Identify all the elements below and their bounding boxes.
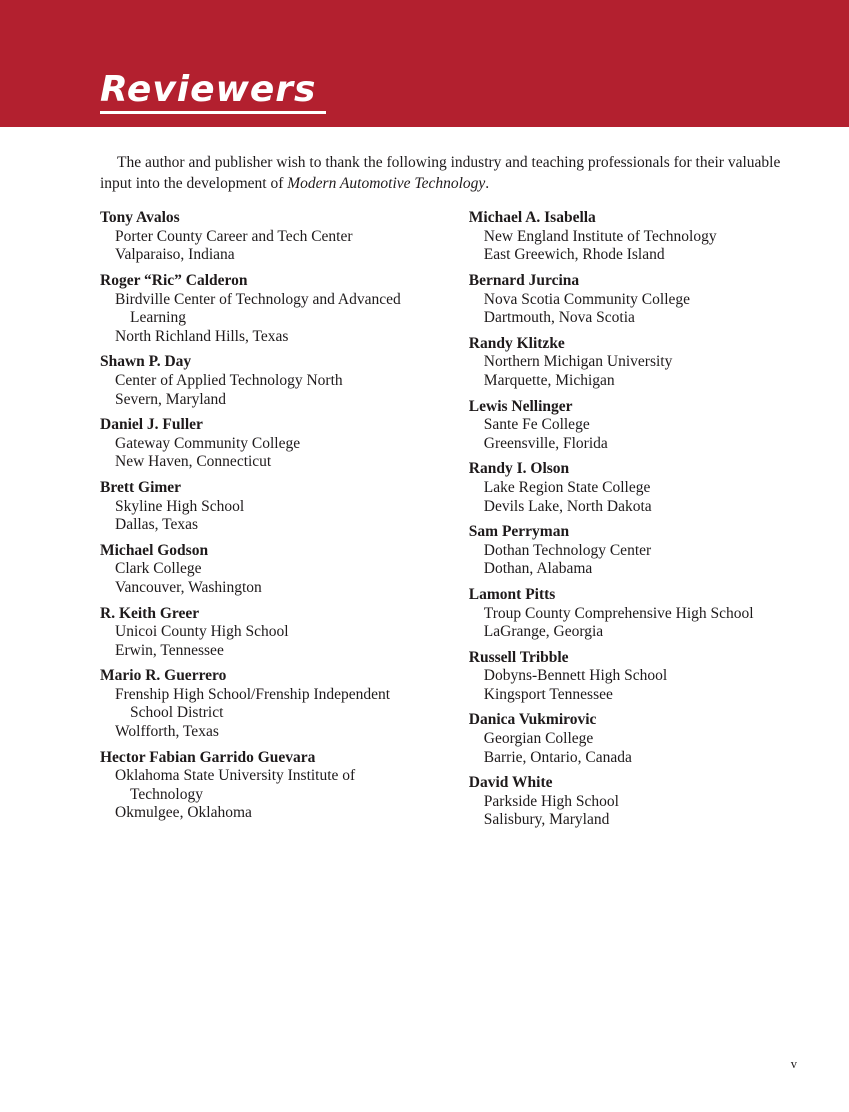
- reviewer-detail-line: North Richland Hills, Texas: [115, 327, 289, 345]
- reviewer-entry: [469, 523, 801, 579]
- reviewer-entry: [100, 542, 443, 598]
- reviewer-name: Bernard Jurcina: [468, 272, 580, 289]
- reviewer-detail-line: Northern Michigan University: [483, 353, 673, 371]
- reviewer-detail-line: Parkside High School: [483, 792, 619, 810]
- reviewer-detail-line: East Greewich, Rhode Island: [483, 246, 665, 264]
- reviewer-detail-line: Valparaiso, Indiana: [115, 246, 235, 264]
- reviewer-entry: [100, 353, 443, 409]
- reviewer-entry: [100, 667, 443, 741]
- reviewer-detail-line: Learning: [130, 309, 186, 327]
- reviewer-name: Michael Godson: [100, 541, 209, 559]
- reviewer-detail-line: Lake Region State College: [483, 478, 651, 496]
- reviewer-entry: [469, 460, 801, 516]
- reviewer-detail-line: Devils Lake, North Dakota: [483, 497, 652, 515]
- reviewer-name: Sam Perryman: [468, 523, 570, 541]
- reviewer-detail-line: Severn, Maryland: [115, 390, 227, 408]
- reviewer-detail-line: Oklahoma State University Institute of: [115, 767, 356, 785]
- reviewer-detail-line: Erwin, Tennessee: [115, 641, 224, 659]
- reviewer-entry: [469, 335, 801, 391]
- intro-paragraph: [100, 153, 801, 194]
- reviewer-detail-line: Skyline High School: [115, 497, 245, 515]
- reviewer-detail-line: Georgian College: [483, 730, 594, 748]
- title-banner: [0, 0, 849, 127]
- reviewer-name: Lewis Nellinger: [468, 397, 573, 415]
- reviewer-name: Russell Tribble: [468, 648, 569, 666]
- reviewer-name: Hector Fabian Garrido Guevara: [100, 748, 316, 766]
- reviewer-detail-line: Nova Scotia Community College: [483, 290, 691, 308]
- reviewer-entry: [469, 711, 801, 767]
- reviewer-entry: [100, 416, 443, 472]
- reviewer-entry: [469, 209, 801, 265]
- reviewer-entry: [100, 749, 443, 823]
- reviewer-entry: [469, 774, 801, 830]
- book-title: Modern Automotive Technology: [287, 174, 486, 192]
- reviewer-entry: [469, 586, 801, 642]
- reviewer-detail-line: Troup County Comprehensive High School: [483, 604, 754, 622]
- reviewer-entry: [100, 479, 443, 535]
- reviewer-name: Mario R. Guerrero: [100, 667, 227, 685]
- reviewer-columns: [100, 209, 801, 837]
- reviewer-detail-line: Frenship High School/Frenship Independent: [115, 685, 391, 703]
- reviewer-detail-line: School District: [130, 704, 224, 722]
- reviewer-detail-line: New Haven, Connecticut: [115, 453, 272, 471]
- reviewer-detail-line: Dothan Technology Center: [483, 541, 652, 559]
- reviewer-detail-line: New England Institute of Technology: [483, 227, 717, 245]
- reviewer-detail-line: Barrie, Ontario, Canada: [483, 748, 632, 766]
- reviewer-column-right: [469, 209, 801, 837]
- reviewer-detail-line: Birdville Center of Technology and Advanced: [115, 290, 401, 308]
- reviewer-name: Danica Vukmirovic: [468, 711, 597, 729]
- reviewer-name: Randy Klitzke: [468, 334, 565, 352]
- intro-text-before: The author and publisher wish to thank the following industry and teaching professionals for their valuable input into the development of: [100, 154, 781, 192]
- reviewer-name: Randy I. Olson: [468, 460, 570, 478]
- reviewer-entry: [469, 272, 801, 328]
- reviewer-detail-line: Dartmouth, Nova Scotia: [483, 309, 635, 327]
- reviewer-detail-line: LaGrange, Georgia: [483, 623, 604, 641]
- reviewer-detail-line: Dallas, Texas: [115, 516, 198, 534]
- reviewer-entry: [100, 272, 443, 346]
- reviewer-detail-line: Unicoi County High School: [115, 623, 289, 641]
- reviewer-detail-line: Marquette, Michigan: [483, 371, 615, 389]
- page-title: Reviewers: [100, 72, 326, 114]
- reviewer-name: David White: [468, 774, 553, 792]
- reviewer-name: Tony Avalos: [100, 209, 180, 227]
- reviewer-name: Lamont Pitts: [468, 585, 556, 603]
- page-number: v: [790, 1057, 797, 1071]
- reviewer-detail-line: Center of Applied Technology North: [115, 371, 343, 389]
- reviewer-name: Shawn P. Day: [100, 353, 192, 371]
- reviewer-detail-line: Greensville, Florida: [483, 434, 608, 452]
- reviewer-detail-line: Technology: [130, 785, 203, 803]
- reviewer-name: Daniel J. Fuller: [100, 416, 203, 434]
- reviewer-entry: [100, 209, 443, 265]
- reviewer-column-left: [100, 209, 443, 837]
- reviewer-name: Brett Gimer: [100, 478, 182, 496]
- reviewer-name: R. Keith Greer: [100, 604, 200, 622]
- reviewer-entry: [469, 649, 801, 705]
- reviewer-detail-line: Dobyns-Bennett High School: [483, 667, 668, 685]
- reviewer-entry: [100, 605, 443, 661]
- reviewer-name: Roger “Ric” Calderon: [100, 272, 248, 289]
- intro-text-after: .: [485, 174, 490, 192]
- reviewer-detail-line: Wolfforth, Texas: [115, 723, 219, 741]
- reviewer-entry: [469, 398, 801, 454]
- page-content: [0, 127, 849, 837]
- reviewer-detail-line: Sante Fe College: [483, 416, 590, 434]
- reviewer-name: Michael A. Isabella: [468, 209, 596, 227]
- reviewer-detail-line: Kingsport Tennessee: [483, 685, 613, 703]
- reviewer-detail-line: Clark College: [115, 560, 202, 578]
- reviewer-detail-line: Vancouver, Washington: [115, 578, 262, 596]
- reviewer-detail-line: Porter County Career and Tech Center: [115, 227, 353, 245]
- reviewer-detail-line: Dothan, Alabama: [483, 560, 593, 578]
- reviewer-detail-line: Gateway Community College: [115, 434, 301, 452]
- reviewer-detail-line: Okmulgee, Oklahoma: [115, 804, 252, 822]
- reviewer-detail-line: Salisbury, Maryland: [483, 811, 610, 829]
